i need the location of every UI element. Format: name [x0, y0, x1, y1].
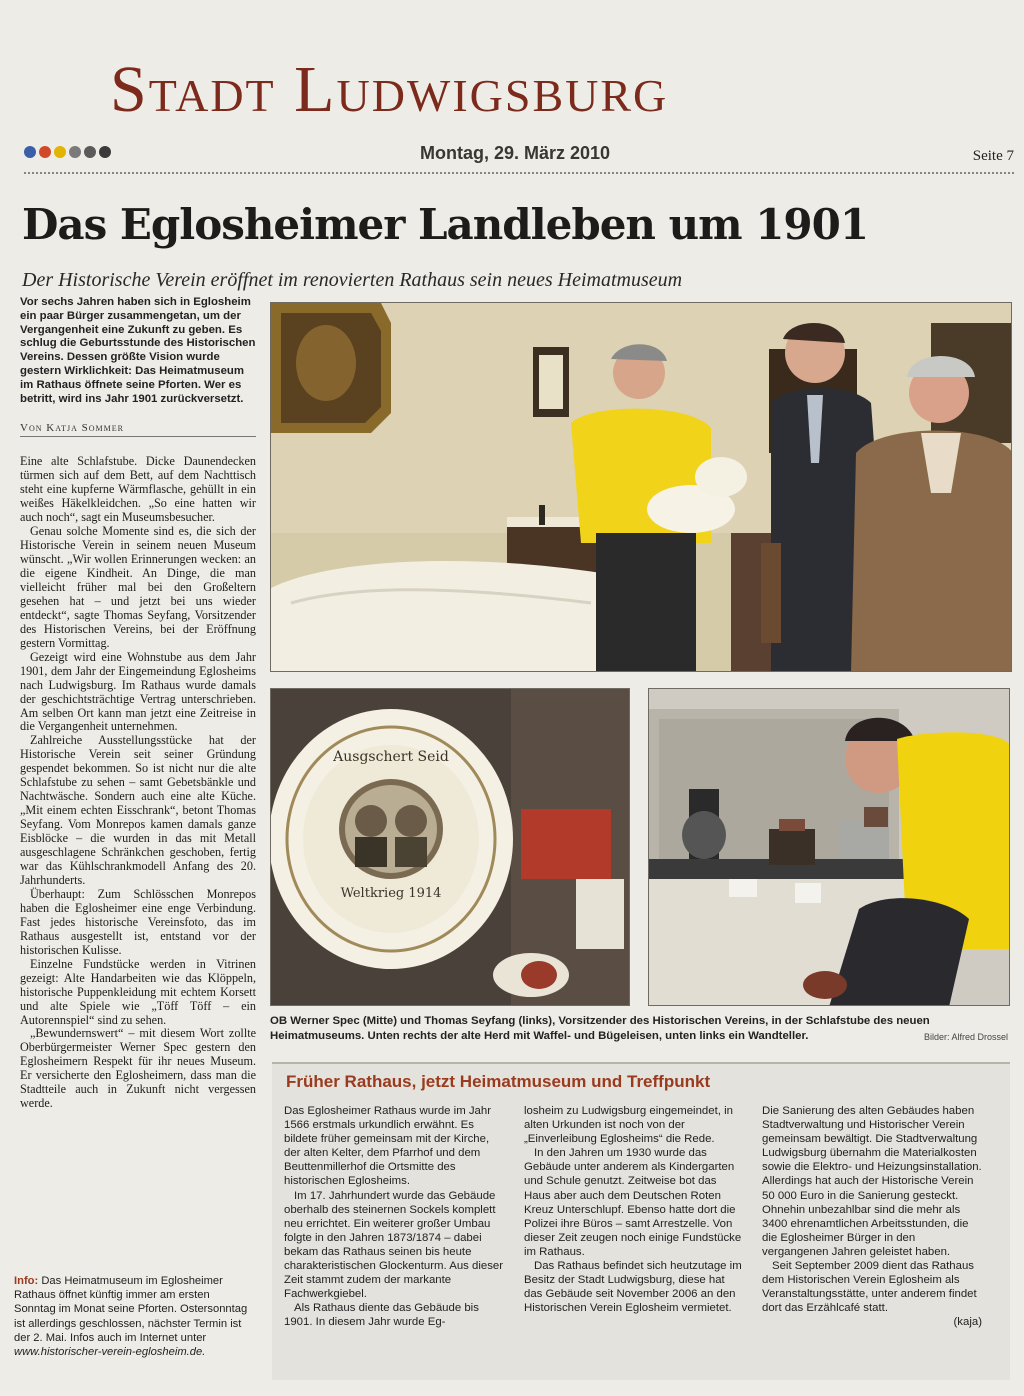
photo-caption: OB Werner Spec (Mitte) und Thomas Seyfang (links), Vorsitzender des Historischen Vereins, in der Schlafstube des neuen Heimatmuseums. Unten rechts der alte Herd mit Waffel- und Bügeleisen, unten links ein Wandteller.	[270, 1015, 930, 1042]
paragraph: Im 17. Jahrhundert wurde das Gebäude oberhalb des steinernen Sockels komplett neu errichtet. Ein weiterer großer Umbau folgte in den Jahren 1873/1874 – dabei bekam das Rathaus seinen bis heute charakteristischen Glockenturm. Aus dieser Zeit stammt zudem der markante Fachwerkgiebel.	[284, 1189, 504, 1301]
paragraph: Das Eglosheimer Rathaus wurde im Jahr 1566 erstmals urkundlich erwähnt. Es bildete früher gemeinsam mit der Kirche, der alten Kelter, dem Pfarrhof und dem Beuttenmillerhof die Ortsmitte des historischen Eglosheims.	[284, 1105, 492, 1188]
paragraph: Eine alte Schlafstube. Dicke Daunendecken türmen sich auf dem Bett, auf dem Nachttisch steht eine kupferne Wärmflasche, gehüllt in ein weißes Häkelkleidchen. „So eine hatten wir auch noch“, sagt ein Museumsbesucher.	[20, 454, 256, 525]
sidebar-article	[272, 1062, 1010, 1380]
dot-4	[69, 146, 81, 158]
paragraph: In den Jahren um 1930 wurde das Gebäude unter anderem als Kindergarten und Schule genutzt. Zeitweise bot das Haus aber auch dem Deutschen Roten Kreuz Unterschlupf. Ebenso hatte dort die Polizei ihre Büros – samt Arrestzelle. Von dieser Zeit zeugen noch einige Fundstücke im Rathaus.	[524, 1147, 742, 1258]
info-text: Das Heimatmuseum im Eglosheimer Rathaus öffnet künftig immer am ersten Sonntag im Monat seine Pforten. Ostersonntag ist allerdings geschlossen, nächster Termin ist der 2. Mai. Infos auch im Internet unter	[14, 1275, 248, 1344]
paragraph: Das Rathaus befindet sich heutzutage im Besitz der Stadt Ludwigsburg, diese hat das Gebäude seit November 2006 an den Historischen Verein Eglosheim vermietet.	[524, 1260, 742, 1315]
paragraph: Einzelne Fundstücke werden in Vitrinen gezeigt: Alte Handarbeiten wie das Klöppeln, historische Puppenkleidung mit echtem Korsett und alte Spiele wie „Töff Töff – ein Autorennspiel“ sind zu sehen.	[20, 956, 256, 1027]
dot-1	[24, 146, 36, 158]
plate-text-top: Ausgschert Seid	[333, 749, 449, 765]
sidebar-column-2	[524, 1104, 744, 1315]
info-label: Info:	[14, 1275, 39, 1287]
photo-credit: Bilder: Alfred Drossel	[923, 1032, 1008, 1042]
info-url: www.historischer-verein-eglosheim.de.	[14, 1346, 206, 1359]
color-dots	[24, 146, 111, 158]
main-photo-illustration	[271, 303, 1012, 672]
sidebar-column-3	[762, 1104, 982, 1330]
article-lead: Vor sechs Jahren haben sich in Eglosheim ein paar Bürger zusammengetan, um der Vergangenheit eine Zukunft zu geben. Es schlug die Geburtsstunde des Historischen Vereins. Dessen größte Vision wurde gestern Wirklichkeit: Das Heimatmuseum im Rathaus öffnete seine Pforten. Wer es betritt, wird ins Jahr 1901 zurückversetzt.	[20, 296, 256, 405]
masthead: Stadt Ludwigsburg	[110, 53, 669, 126]
paragraph: losheim zu Ludwigsburg eingemeindet, in alten Urkunden ist noch von der „Einverleibung Eglosheims“ die Rede.	[524, 1105, 733, 1146]
dot-5	[84, 146, 96, 158]
sidebar-column-1	[284, 1104, 504, 1330]
plate-illustration	[271, 689, 630, 1006]
paragraph: Zahlreiche Ausstellungsstücke hat der Historische Verein seit seiner Gründung gespendet bekommen. So ist nicht nur die alte Schlafstube zu sehen – samt Gebetsbänkle und Nachtwäsche. Sondern auch eine alte Küche. „Mit einem echten Eisschrank“, betont Thomas Seyfang. Vom Monrepos kamen damals ganze Eisblöcke – die wurden in das mit Metall ausgeschlagene Schränkchen geschoben, fertig war das Kühlschrankmodell Anfang des 20. Jahrhunderts.	[20, 733, 256, 887]
dot-6	[99, 146, 111, 158]
main-photo	[270, 302, 1012, 672]
article-column	[20, 296, 256, 1111]
paragraph: Seit September 2009 dient das Rathaus dem Historischen Verein Eglosheim als Veranstaltungsstätte, unter anderem findet dort das Erzählcafé statt.	[762, 1260, 977, 1315]
stove-photo	[648, 688, 1010, 1006]
paragraph: Überhaupt: Zum Schlösschen Monrepos haben die Eglosheimer eine enge Verbindung. Fast jedes historische Vereinsfoto, das im Rathaus ausgestellt ist, entstand vor der historischen Kulisse.	[20, 886, 256, 957]
info-box	[14, 1274, 250, 1359]
header-divider	[24, 172, 1014, 174]
paragraph: Gezeigt wird eine Wohnstube aus dem Jahr 1901, dem Jahr der Eingemeindung Eglosheims nach Ludwigsburg. Im Rathaus wurde damals der geschichtsträchtige Vertrag unterschrieben. Am selben Ort kann man jetzt eine Zeitreise in die Vergangenheit unternehmen.	[20, 649, 256, 734]
byline: Von Katja Sommer	[20, 422, 256, 437]
paragraph: Die Sanierung des alten Gebäudes haben Stadtverwaltung und Historischer Verein gemeinsam bewältigt. Die Stadtverwaltung Ludwigsburg übernahm die Materialkosten sowie die Elektro- und Heizungsinstallation. Allerdings hat auch der Historische Verein 50 000 Euro in die Sanierung gesteckt. Ohnehin unbezahlbar sind die mehr als 3400 ehrenamtlichen Arbeitsstunden, die die Eglosheimer Bürger in den vergangenen Jahren geleistet haben.	[762, 1105, 982, 1258]
subheadline: Der Historische Verein eröffnet im renovierten Rathaus sein neues Heimatmuseum	[22, 269, 683, 291]
author-signature: (kaja)	[953, 1316, 982, 1329]
dot-3	[54, 146, 66, 158]
paragraph: „Bewundernswert“ – mit diesem Wort zollte Oberbürgermeister Werner Spec gestern den Eglosheimern Respekt für ihr neues Museum. Er versicherte den Eglosheimern, dass man die Stadtteile auch in Zukunft nicht vergessen werde.	[20, 1026, 256, 1111]
paragraph: Genau solche Momente sind es, die sich der Historische Verein in seinem neuen Museum wünscht. „Wir wollen Erinnerungen wecken: an die eigene Kindheit. An Dinge, die man vielleicht früher mal bei den Großeltern gesehen hat – und jetzt bei uns wieder entdeckt“, sagte Thomas Seyfang, Vorsitzender des Historischen Vereins, bei der Eröffnung gestern Vormittag.	[20, 524, 256, 650]
page-number: Seite 7	[972, 148, 1014, 164]
plate-text-bottom: Weltkrieg 1914	[340, 886, 442, 901]
article-body	[20, 455, 256, 1111]
issue-date: Montag, 29. März 2010	[420, 143, 611, 163]
headline: Das Eglosheimer Landleben um 1901	[22, 200, 869, 249]
plate-photo	[270, 688, 630, 1006]
stove-illustration	[649, 689, 1010, 1006]
sidebar-title: Früher Rathaus, jetzt Heimatmuseum und Treffpunkt	[286, 1072, 711, 1091]
paragraph: Als Rathaus diente das Gebäude bis 1901. In diesem Jahr wurde Eg-	[284, 1302, 479, 1329]
dot-2	[39, 146, 51, 158]
